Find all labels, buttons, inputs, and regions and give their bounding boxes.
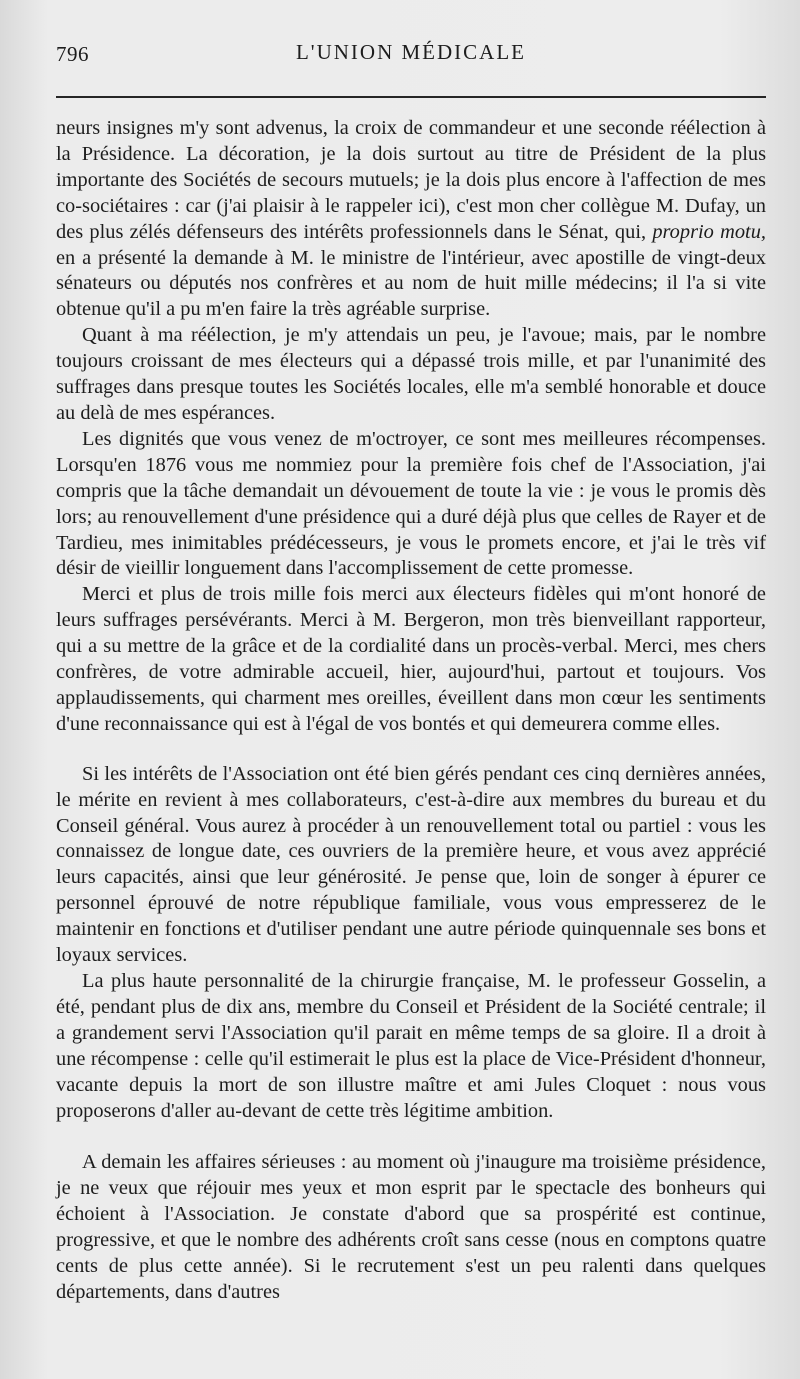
running-title: L'UNION MÉDICALE bbox=[295, 40, 526, 64]
paragraph-7: A demain les affaires sérieuses : au moment où j'inaugure ma troisième présidence, je ne veux que réjouir mes yeux et mon esprit par le spectacle des bonheurs qui échoient à l'Association. Je constate d'abord que sa prospérité est continue, progressive, et que le nombre des adhérents croît sans cesse (nous en comptons quatre cents de plus cette année). Si le recrutement s'est un peu ralenti dans quelques départements, dans d'autres bbox=[56, 1151, 766, 1303]
paragraph-4: Merci et plus de trois mille fois merci aux électeurs fidèles qui m'ont honoré de leurs suffrages persévérants. Merci à M. Bergeron, mon très bienveillant rapporteur, qui a su mettre de la grâce et de la cordialité dans un procès-verbal. Merci, mes chers confrères, de votre admirable accueil, hier, aujourd'hui, partout et toujours. Vos applaudissements, qui charment mes oreilles, éveillent dans mon cœur les sentiments d'une reconnaissance qui est à l'égal de vos bontés et qui demeurera comme elles. bbox=[56, 583, 766, 735]
page-number: 796 bbox=[56, 42, 89, 66]
paragraph-2: Quant à ma réélection, je m'y attendais un peu, je l'avoue; mais, par le nombre toujours croissant de mes électeurs qui a dépassé trois mille, et par l'unanimité des suffrages dans presque toutes les Sociétés locales, elle m'a semblé honorable et douce au delà de mes espérances. bbox=[56, 324, 766, 424]
paragraph-1: neurs insignes m'y sont advenus, la croix de commandeur et une seconde réélection à la Présidence. La décoration, je la dois surtout au titre de Président de la plus importante des Sociétés de secours mutuels; je la dois plus encore à l'affection de mes co-sociétaires : car (j'ai plaisir à le rappeler ici), c'est mon cher collègue M. Dufay, un des plus zélés défenseurs des intérêts professionnels dans le Sénat, qui, proprio motu, en a présenté la demande à M. le ministre de l'intérieur, avec apostille de vingt-deux sénateurs ou députés nos confrères et au nom de huit mille médecins; il l'a si vite obtenue qu'il a pu m'en faire la très agréable surprise. bbox=[56, 117, 766, 321]
header-rule bbox=[56, 96, 766, 98]
paragraph-3: Les dignités que vous venez de m'octroyer, ce sont mes meilleures récompenses. Lorsqu'en 1876 vous me nommiez pour la première fois chef de l'Association, j'ai compris que la tâche demandait un dévouement de toute la vie : je vous le promis dès lors; au renouvellement d'une présidence qui a duré déjà plus que celles de Rayer et de Tardieu, mes inimitables prédécesseurs, je vous le promets encore, et j'ai le très vif désir de vieillir longuement dans l'accomplissement de cette promesse. bbox=[56, 427, 766, 580]
paragraph-5: Si les intérêts de l'Association ont été bien gérés pendant ces cinq dernières années, le mérite en revient à mes collaborateurs, c'est-à-dire aux membres du bureau et du Conseil général. Vous aurez à procéder à un renouvellement total ou partiel : vous les connaissez de longue date, ces ouvriers de la première heure, et vous avez apprécié leurs capacités, ainsi que leur générosité. Je pense que, loin de songer à épurer ce personnel éprouvé de notre république familiale, vous vous empresserez de le maintenir en fonctions et d'utiliser pendant une autre période quinquennale ses bons et loyaux services. bbox=[56, 762, 766, 967]
body-text bbox=[56, 116, 766, 1306]
paragraph-6: La plus haute personnalité de la chirurgie française, M. le professeur Gosselin, a été, pendant plus de dix ans, membre du Conseil et Président de la Société centrale; il a grandement servi l'Association qu'il parait en même temps de sa gloire. Il a droit à une récompense : celle qu'il estimerait le plus est la place de Vice-Président d'honneur, vacante depuis la mort de son illustre maître et ami Jules Cloquet : nous vous proposerons d'aller au-devant de cette très légitime ambition. bbox=[56, 970, 766, 1122]
latin-phrase: proprio motu, bbox=[652, 220, 766, 243]
page-header bbox=[56, 38, 766, 74]
